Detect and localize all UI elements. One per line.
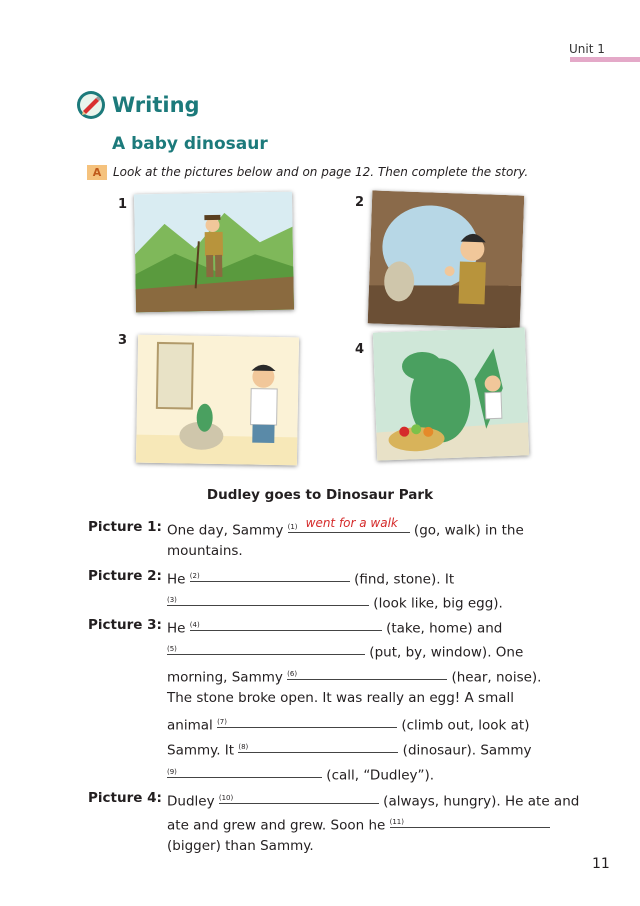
section-title: Writing (112, 93, 200, 117)
blank-7[interactable]: (7) (217, 713, 397, 728)
picture-4 (373, 327, 529, 460)
story-line-2: mountains. (167, 543, 243, 559)
picture-number-1: 1 (118, 197, 128, 212)
answer-1: went for a walk (305, 516, 398, 530)
story-line-13: ate and grew and grew. Soon he $^{(11)}$ (167, 813, 550, 835)
blank-10[interactable]: (10) (219, 789, 379, 804)
page-number: 11 (592, 856, 610, 872)
story-line-9: animal $^{(7)}$ (climb out, look at) (167, 713, 529, 735)
story-title: Dudley goes to Dinosaur Park (206, 487, 434, 503)
picture-2-label: Picture 2: (88, 568, 162, 584)
blank-11[interactable]: (11) (390, 813, 550, 828)
story-line-11: $^{(9)}$ (call, “Dudley”). (167, 763, 434, 785)
story-line-5: He $^{(4)}$ (take, home) and (167, 616, 502, 638)
blank-8[interactable]: (8) (238, 738, 398, 753)
story-line-4: $^{(3)}$ (look like, big egg). (167, 591, 503, 613)
picture-3-label: Picture 3: (88, 617, 162, 633)
picture-1-label: Picture 1: (88, 519, 162, 535)
story-line-10: Sammy. It $^{(8)}$ (dinosaur). Sammy (167, 738, 531, 760)
task-badge: A (87, 165, 107, 180)
story-line-12: Dudley $^{(10)}$ (always, hungry). He ate and (167, 789, 579, 811)
picture-1 (134, 192, 294, 313)
blank-9[interactable]: (9) (167, 763, 322, 778)
picture-2 (368, 190, 525, 328)
blank-4[interactable]: (4) (190, 616, 382, 631)
unit-bar (570, 57, 640, 62)
story-line-14: (bigger) than Sammy. (167, 838, 314, 854)
picture-3 (136, 335, 299, 466)
story-line-7: morning, Sammy $^{(6)}$ (hear, noise). (167, 665, 541, 687)
blank-5[interactable]: (5) (167, 640, 365, 655)
picture-number-3: 3 (118, 333, 128, 348)
unit-label: Unit 1 (569, 42, 605, 56)
story-line-8: The stone broke open. It was really an egg! A small (167, 690, 514, 706)
pencil-paper-icon (76, 90, 106, 120)
blank-2[interactable]: (2) (190, 567, 350, 582)
story-line-3: He $^{(2)}$ (find, stone). It (167, 567, 454, 589)
blank-3[interactable]: (3) (167, 591, 369, 606)
picture-4-label: Picture 4: (88, 790, 162, 806)
picture-number-2: 2 (355, 195, 365, 210)
story-line-1: One day, Sammy $^{(1)}$ went for a walk (go, walk) in the (167, 516, 524, 539)
story-line-6: $^{(5)}$ (put, by, window). One (167, 640, 523, 662)
section-subtitle: A baby dinosaur (112, 134, 268, 154)
picture-number-4: 4 (355, 342, 365, 357)
blank-6[interactable]: (6) (287, 665, 447, 680)
task-instruction: Look at the pictures below and on page 12. Then complete the story. (113, 165, 529, 179)
blank-1[interactable]: $^{(1)}$ went for a walk (288, 518, 410, 533)
